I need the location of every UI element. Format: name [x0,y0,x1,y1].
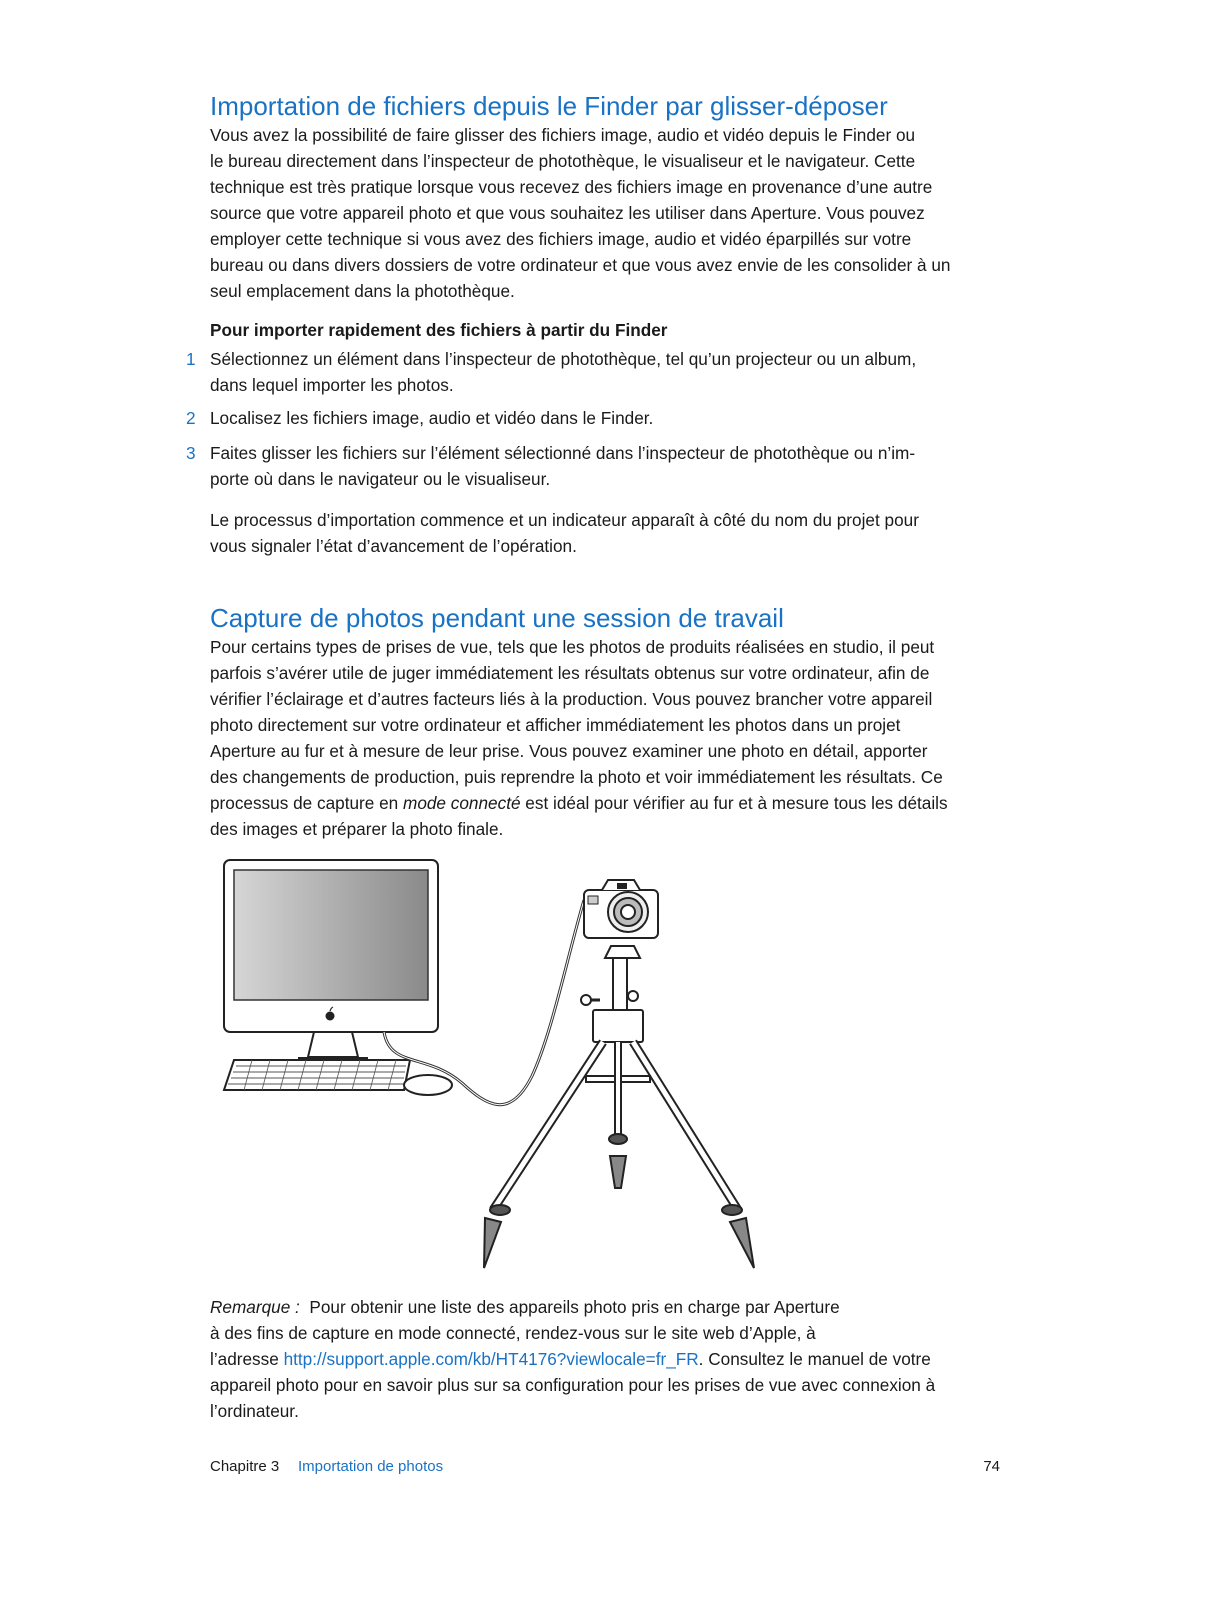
body-line: source que votre appareil photo et que vous souhaitez les utiliser dans Aperture. Vous pouvez [210,203,925,223]
support-link[interactable]: http://support.apple.com/kb/HT4176?viewlocale=fr_FR [283,1349,699,1369]
footer-chapter: Chapitre 3 [210,1458,280,1475]
mouse [404,1075,452,1095]
italic-term: mode connecté [403,793,521,813]
body-line: Pour certains types de prises de vue, tels que les photos de produits réalisées en studio, il peut [210,637,935,657]
body-line: des images et préparer la photo finale. [210,819,504,839]
body-line: Le processus d’importation commence et un indicateur apparaît à côté du nom du projet pour [210,510,919,530]
body-line: des changements de production, puis reprendre la photo et voir immédiatement les résultats. Ce [210,767,943,787]
note-line: l’ordinateur. [210,1401,299,1421]
body-line: Aperture au fur et à mesure de leur prise. Vous pouvez examiner une photo en détail, apporter [210,741,928,761]
body-line: seul emplacement dans la photothèque. [210,281,515,301]
step-number: 1 [186,349,196,369]
tethered-capture-illustration [222,858,792,1278]
camera [584,880,658,938]
body-line: parfois s’avérer utile de juger immédiatement les résultats obtenus sur votre ordinateur, afin de [210,663,930,683]
body-line: technique est très pratique lorsque vous recevez des fichiers image en provenance d’une autre [210,177,933,197]
procedure-title: Pour importer rapidement des fichiers à partir du Finder [210,320,668,340]
body-line: bureau ou dans divers dossiers de votre ordinateur et que vous avez envie de les consolider à un [210,255,951,275]
step-line: Sélectionnez un élément dans l’inspecteur de photothèque, tel qu’un projecteur ou un album, [210,349,917,369]
tripod [484,946,754,1268]
note-line: appareil photo pour en savoir plus sur sa configuration pour les prises de vue avec connexion à [210,1375,936,1395]
body-line: vous signaler l’état d’avancement de l’opération. [210,536,577,556]
section-title-tethered-capture: Capture de photos pendant une session de travail [210,603,784,633]
body-text: processus de capture en [210,793,403,813]
step-number: 3 [186,443,196,463]
footer-chapter-name[interactable]: Importation de photos [298,1458,444,1475]
section-finder-import-body [210,122,1010,304]
body-text: est idéal pour vérifier au fur et à mesure tous les détails [520,793,948,813]
section-tethered-body [210,634,1010,842]
keyboard [224,1060,410,1090]
body-line: le bureau directement dans l’inspecteur de photothèque, le visualiseur et le navigateur. Cette [210,151,916,171]
step-line: Localisez les fichiers image, audio et vidéo dans le Finder. [210,408,654,428]
step-line: Faites glisser les fichiers sur l’élément sélectionné dans l’inspecteur de photothèque ou n’im- [210,443,916,463]
note [210,1294,1010,1424]
note-text: . Consultez le manuel de votre [698,1349,931,1369]
note-text: l’adresse [210,1349,284,1369]
step-text [210,440,915,492]
note-line [210,1346,1010,1372]
step-line: porte où dans le navigateur ou le visualiseur. [210,469,551,489]
note-line [210,1294,1010,1320]
step-text [210,346,916,398]
page-footer [210,1458,1000,1482]
body-line [210,790,1010,816]
procedure-result [210,507,1010,559]
note-text: Pour obtenir une liste des appareils photo pris en charge par Aperture [309,1297,840,1317]
step-number: 2 [186,408,196,428]
imac-computer [224,860,438,1058]
body-line: Vous avez la possibilité de faire glisser des fichiers image, audio et vidéo depuis le Finder ou [210,125,916,145]
step-line: dans lequel importer les photos. [210,375,454,395]
note-line: à des fins de capture en mode connecté, rendez-vous sur le site web d’Apple, à [210,1323,816,1343]
step-text [210,405,653,431]
body-line: vérifier l’éclairage et d’autres facteurs liés à la production. Vous pouvez brancher votre appareil [210,689,933,709]
page-number: 74 [983,1458,1000,1475]
body-line: photo directement sur votre ordinateur et afficher immédiatement les photos dans un projet [210,715,901,735]
section-title-finder-import: Importation de fichiers depuis le Finder par glisser-déposer [210,91,888,121]
note-label: Remarque : [210,1297,300,1317]
body-line: employer cette technique si vous avez des fichiers image, audio et vidéo éparpillés sur votre [210,229,912,249]
